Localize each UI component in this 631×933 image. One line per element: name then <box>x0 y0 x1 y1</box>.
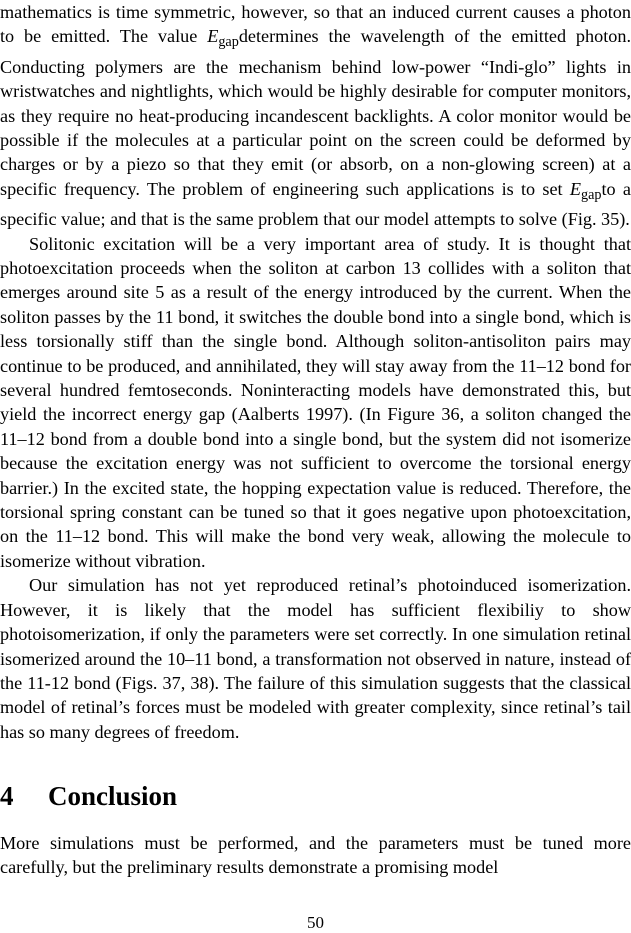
math-variable: E <box>207 26 219 47</box>
math-subscript: gap <box>218 34 239 51</box>
paragraph-conclusion: More simulations must be performed, and the parameters must be tuned more carefully, but the preliminary results demonstrate a promising model <box>0 833 631 878</box>
section-number: 4 <box>0 781 14 811</box>
math-e-gap <box>569 178 602 203</box>
section-title: Conclusion <box>48 781 178 811</box>
paragraph-text: determines the wavelength of the emitted photon. Conducting polymers are the mechanism behind low-power “Indi-glo” lights in wristwatches and nightlights, which would be highly desirable for computer monitors, as they require no heat-producing incandescent backlights. A color monitor would be possible if the molecules at a particular point on the screen could be deformed by charges or by a piezo so that they emit (or absorb, on a non-glowing screen) at a specific frequency. The problem of engineering such applications is to set <box>0 26 631 199</box>
section-heading <box>0 778 631 814</box>
math-subscript: gap <box>581 186 602 203</box>
paragraph-photon-emission <box>0 0 631 232</box>
paragraph-text: to a specific value; and that is the same problem that our model attempts to solve (Fig. 35). <box>0 178 631 230</box>
paragraph-solitonic-excitation: Solitonic excitation will be a very important area of study. It is thought that photoexcitation proceeds when the soliton at carbon 13 collides with a soliton that emerges around site 5 as a result of the energy introduced by the current. When the soliton passes by the 11 bond, it switches the double bond into a single bond, which is less torsionally stiff than the single bond. Although soliton-antisoliton pairs may continue to be produced, and annihilated, they will stay away from the 11–12 bond for several hundred femtoseconds. Noninteracting models have demonstrated this, but yield the incorrect energy gap (Aalberts 1997). (In Figure 36, a soliton changed the 11–12 bond from a double bond into a single bond, but the system did not isomerize because the excitation energy was not sufficient to overcome the torsional energy barrier.) In the excited state, the hopping expectation value is reduced. Therefore, the torsional spring constant can be tuned so that it goes negative upon photoexcitation, on the 11–12 bond. This will make the bond very weak, allowing the molecule to isomerize without vibration. <box>0 233 631 571</box>
math-e-gap <box>207 26 239 51</box>
page-number: 50 <box>307 913 324 932</box>
paragraph-text: mathematics is time symmetric, however, so that an induced current causes a photon to be emitted. The value <box>0 2 631 47</box>
math-variable: E <box>569 178 581 199</box>
conclusion-body <box>0 831 631 880</box>
paragraph-simulation-results: Our simulation has not yet reproduced retinal’s photoinduced isomerization. However, it is likely that the model has sufficient flexibiliy to show photoisomerization, if only the parameters were set correctly. In one simulation retinal isomerized around the 10–11 bond, a transformation not observed in nature, instead of the 11-12 bond (Figs. 37, 38). The failure of this simulation suggests that the classical model of retinal’s forces must be modeled with greater complexity, since retinal’s tail has so many degrees of freedom. <box>0 575 631 742</box>
